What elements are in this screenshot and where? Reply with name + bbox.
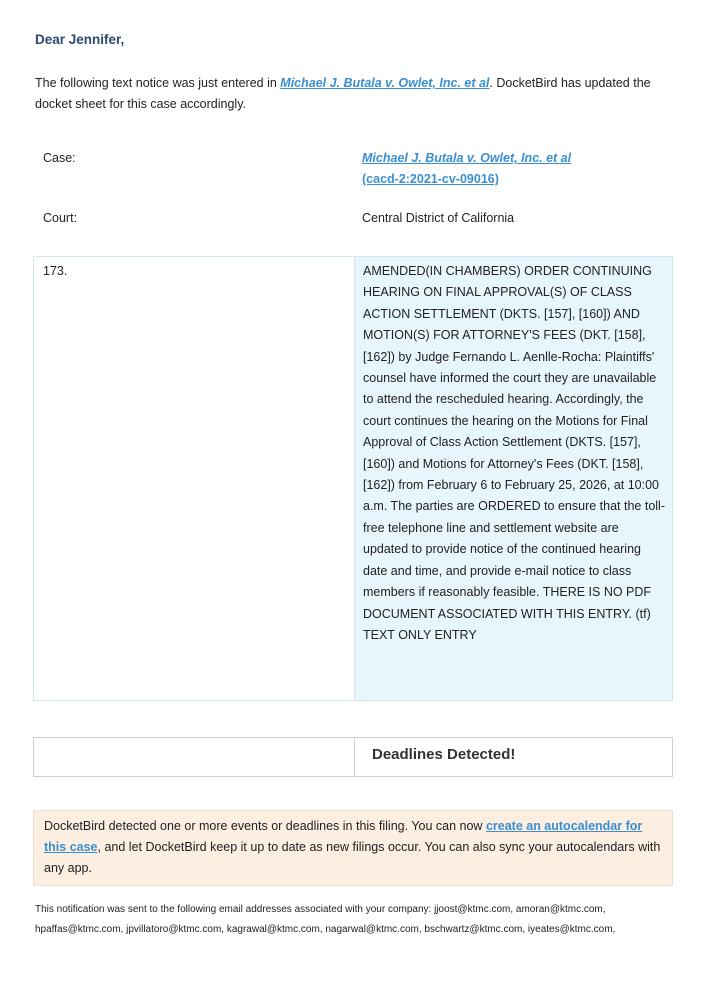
notice-text-before: DocketBird detected one or more events or deadlines in this filing. You can now — [44, 819, 486, 833]
footer-line-2: hpaffas@ktmc.com, jpvillatoro@ktmc.com, kagrawal@ktmc.com, nagarwal@ktmc.com, bschwartz@ktmc.com, iyeates@ktmc.com, — [35, 924, 616, 935]
deadlines-title: Deadlines Detected! — [372, 746, 516, 763]
court-label: Court: — [43, 211, 78, 225]
case-name-link[interactable]: Michael J. Butala v. Owlet, Inc. et al — [362, 151, 572, 165]
case-value — [362, 148, 571, 190]
intro-text-after: . DocketBird has updated the docket sheet for this case accordingly. — [35, 76, 651, 111]
autocalendar-notice — [33, 810, 673, 886]
intro-text-before: The following text notice was just entered in — [35, 76, 281, 90]
case-label: Case: — [43, 151, 76, 165]
entry-text-cell — [354, 257, 672, 700]
create-autocalendar-link[interactable]: create an autocalendar for this case — [44, 819, 643, 854]
notification-footer — [35, 900, 685, 940]
deadlines-divider — [354, 738, 355, 776]
case-link[interactable]: Michael J. Butala v. Owlet, Inc. et al — [280, 76, 490, 90]
entry-text: AMENDED(IN CHAMBERS) ORDER CONTINUING HEARING ON FINAL APPROVAL(S) OF CLASS ACTION SETTLEMENT (DKTS. [157], [160]) AND MOTION(S) FOR ATTORNEY'S FEES (DKT. [158], [162]) by Judge Fernando L. Aenlle-Rocha: Plaintiffs' counsel have informed the court they are unavailable to attend the rescheduled hearing. Accordingly, the court continues the hearing on the Motions for Final Approval of Class Action Settlement (DKTS. [157], [160]) and Motions for Attorney's Fees (DKT. [158], [162]) from February 6 to February 25, 2026, at 10:00 a.m. The parties are ORDERED to ensure that the toll-free telephone line and settlement website are updated to provide notice of the continued hearing date and time, and provide e-mail notice to class members if reasonably feasible. THERE IS NO PDF DOCUMENT ASSOCIATED WITH THIS ENTRY. (tf) TEXT ONLY ENTRY — [363, 264, 665, 642]
intro-paragraph — [35, 73, 680, 115]
notice-text-after: , and let DocketBird keep it up to date as new filings occur. You can also sync your autocalendars with any app. — [44, 840, 661, 875]
footer-line-1: This notification was sent to the following email addresses associated with your company: jjoost@ktmc.com, amoran@ktmc.com, — [35, 904, 606, 915]
case-number-link[interactable]: (cacd-2:2021-cv-09016) — [362, 172, 499, 186]
docket-entry — [33, 256, 673, 701]
deadlines-box — [33, 737, 673, 777]
court-value: Central District of California — [362, 211, 515, 225]
greeting: Dear Jennifer, — [35, 32, 125, 47]
entry-number: 173. — [43, 264, 68, 278]
